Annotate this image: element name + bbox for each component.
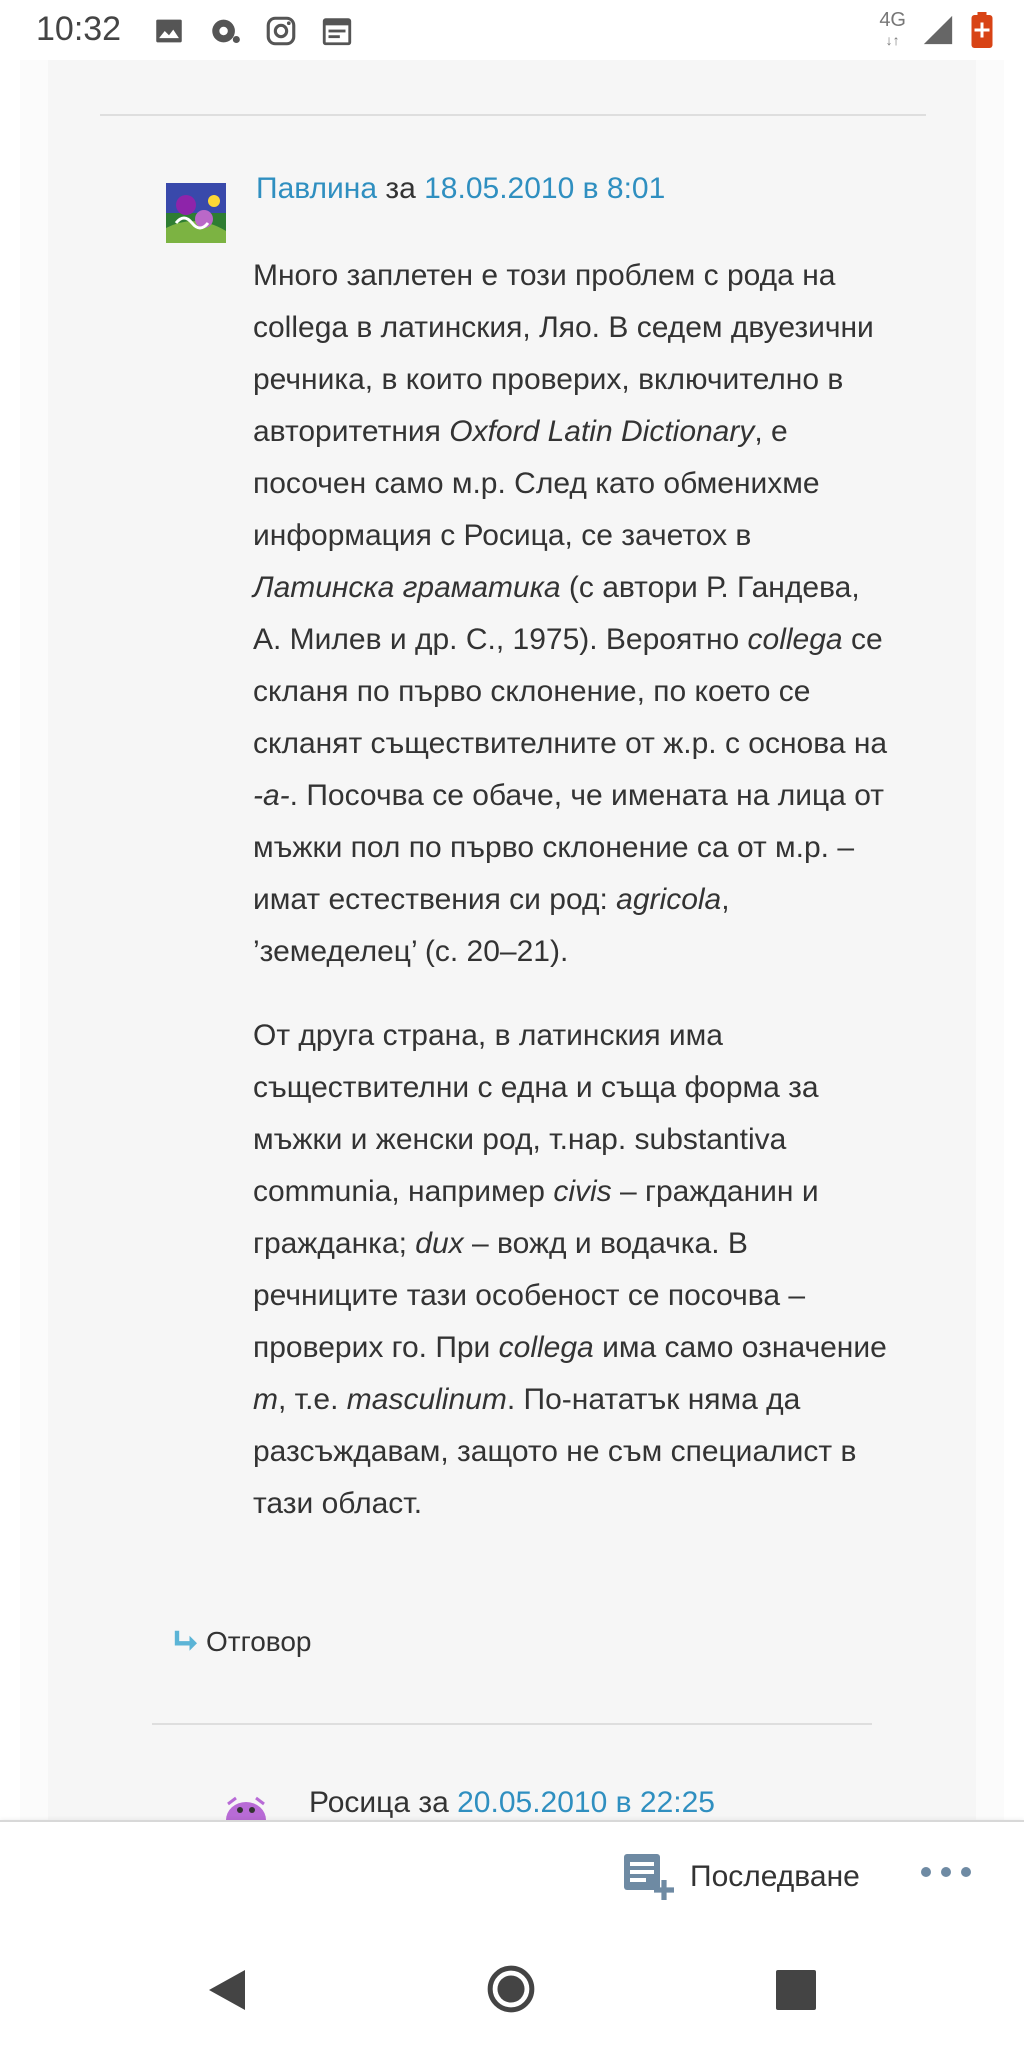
text-segment: – гражданин и гражданка; — [253, 1175, 819, 1260]
italic-segment: collega — [498, 1331, 594, 1364]
italic-segment: collega — [747, 623, 843, 656]
text-segment: Много заплетен е този проблем с рода на collega в латинския, Ляо. В седем двуезични речника, в които проверих, включително в авторитетния — [253, 259, 874, 448]
avatar[interactable] — [166, 183, 226, 243]
instagram-icon — [264, 14, 298, 48]
recent-apps-icon[interactable] — [776, 1970, 816, 2010]
follow-label: Последване — [690, 1860, 860, 1893]
comment-separator — [152, 1723, 872, 1725]
comment-meta — [309, 1786, 715, 1820]
comment-body — [253, 250, 893, 1562]
network-indicator — [879, 10, 906, 50]
calendar-icon — [320, 14, 354, 48]
italic-segment: dux — [415, 1227, 464, 1260]
text-segment: (с автори Р. Гандева, А. Милев и др. С., 1975). Вероятно — [253, 571, 860, 656]
italic-segment: masculinum — [346, 1383, 507, 1416]
follow-reader-icon — [622, 1852, 676, 1902]
italic-segment: civis — [553, 1175, 612, 1208]
text-segment: се скланя по първо склонение, по което се скланят съществителните от ж.р. с основа на — [253, 623, 888, 760]
italic-segment: Латинска граматика — [253, 571, 561, 604]
follow-bar — [0, 1820, 1024, 1930]
comment-meta-connector: за — [410, 1786, 458, 1819]
status-system-icons — [879, 10, 994, 50]
comment-date-link[interactable]: 20.05.2010 в 22:25 — [457, 1786, 715, 1819]
text-segment: , ’земеделец’ (с. 20–21). — [253, 883, 730, 968]
comment-date-link[interactable]: 18.05.2010 в 8:01 — [424, 172, 666, 205]
battery-icon — [970, 12, 994, 48]
status-notification-icons — [152, 14, 354, 48]
comment-meta — [256, 172, 665, 206]
comment-paragraph — [253, 250, 893, 978]
system-navigation-bar — [0, 1928, 1024, 2048]
back-icon[interactable] — [205, 1966, 249, 2014]
status-time: 10:32 — [36, 10, 122, 48]
comment-author[interactable]: Росица — [309, 1786, 411, 1819]
italic-segment: Oxford Latin Dictionary — [449, 415, 755, 448]
text-segment: От друга страна, в латинския има съществителни с една и съща форма за мъжки и женски род, т.нар. substantiva communia, например — [253, 1019, 819, 1208]
text-segment: има само означение — [593, 1331, 887, 1364]
comment-author-link[interactable]: Павлина — [256, 172, 378, 205]
image-icon — [152, 14, 186, 48]
italic-segment: m — [253, 1383, 278, 1416]
network-type-label: 4G — [879, 9, 906, 31]
comment-separator — [100, 114, 926, 116]
notification-icon — [208, 14, 242, 48]
status-bar — [0, 0, 1024, 60]
comment-meta-connector: за — [377, 172, 425, 205]
reply-button[interactable] — [172, 1626, 311, 1658]
data-arrows-icon: ↓↑ — [885, 32, 900, 48]
more-options-icon[interactable] — [918, 1860, 974, 1884]
italic-segment: -a- — [253, 779, 290, 812]
text-segment: . По-нататък няма да разсъждавам, защото не съм специалист в тази област. — [253, 1383, 857, 1520]
comment-paragraph — [253, 1010, 893, 1530]
reply-arrow-icon — [172, 1628, 202, 1656]
follow-button[interactable] — [622, 1852, 860, 1902]
text-segment: , е посочен само м.р. След като обменихме информация с Росица, се зачетох в — [253, 415, 820, 552]
text-segment: – вожд и водачка. В речниците тази особеност се посочва – проверих го. При — [253, 1227, 806, 1364]
home-icon[interactable] — [486, 1964, 536, 2014]
reply-label: Отговор — [206, 1626, 312, 1657]
text-segment: , т.е. — [278, 1383, 347, 1416]
text-segment: . Посочва се обаче, че имената на лица от мъжки пол по първо склонение са от м.р. – имат естествения си род: — [253, 779, 884, 916]
italic-segment: agricola — [616, 883, 722, 916]
signal-icon — [920, 13, 956, 47]
